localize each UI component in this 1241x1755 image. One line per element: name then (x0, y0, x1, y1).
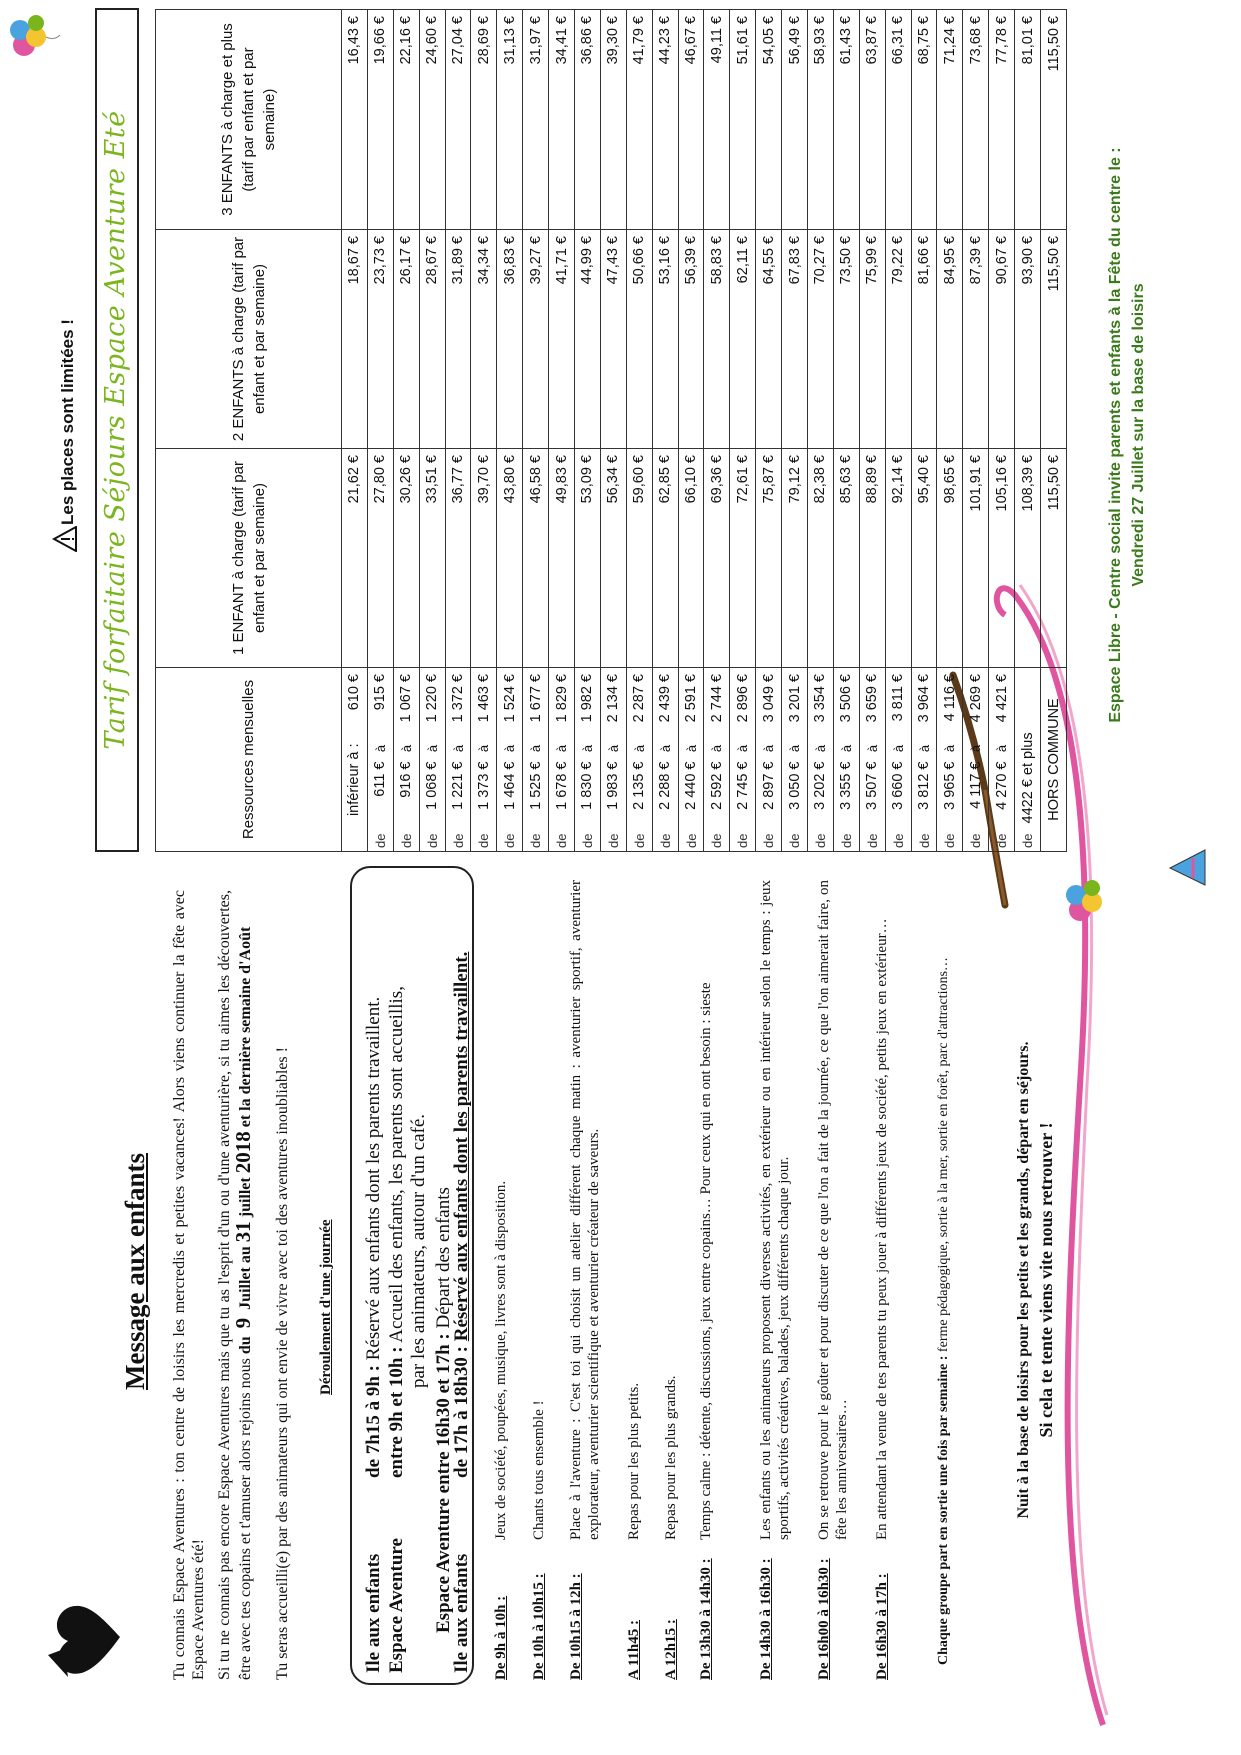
pricing-section (0, 0, 1241, 870)
table-row: de 1 068 € à 1 220 € 33,51 € 28,67 € 24,60 € (419, 10, 445, 852)
header-two-children: 2 ENFANTS à charge (tarif par enfant et par semaine) (156, 230, 342, 449)
table-row: de 4 270 € à 4 421 € 105,16 € 90,67 € 77,78 € (989, 10, 1015, 852)
day-schedule-title: Déroulement d'une journée (318, 1219, 334, 1395)
footer-invitation: Espace Libre - Centre social invite parents et enfants à la Fête du centre le : (1107, 147, 1124, 723)
table-row: de 3 202 € à 3 354 € 82,38 € 70,27 € 58,93 € (808, 10, 834, 852)
header-one-child: 1 ENFANT à charge (tarif par enfant et par semaine) (156, 449, 342, 668)
table-row: de 1 983 € à 2 134 € 56,34 € 47,43 € 39,30 € (600, 10, 626, 852)
pricing-title: Tarif forfaitaire Séjours Espace Aventure Eté (100, 110, 131, 750)
table-row: de 1 525 € à 1 677 € 46,58 € 39,27 € 31,97 € (523, 10, 549, 852)
message-section: Message aux enfants Tu connais Espace Aventures : ton centre de loisirs les mercredis et petites vacances! Alors viens continuer la fête avec Espace Aventures été! Si tu ne connais pas encore Espace Aventures mais que tu as l'esprit d'un ou d'une aventurière, si tu aimes les découvertes, être avec tes copains et t'amuser alors rejoins nous du 9 Juillet au 31 juillet 2018 et la dernière semaine d'Août Tu seras accueilli(e) par des animateurs qui ont envie de vivre avec toi des aventures inoubliables ! Déroulement d'une journée Ile aux enfants de 7h15 à 9h : Réservé aux enfants dont les parents travaillent. Espace Aventure entre 9h et 10h : Accueil des enfants, les parents sont accueillis, par les animateurs, autour d'un café. Espace Aventure entre 16h30 et 17h : Départ des enfants Ile aux enfants de 17h à 18h30 : Réservé aux enfants dont les parents travaillent. De 9h à 10h : Jeux de société, poupées, musique, livres sont à disposition. De 10h à 10h15 : Chants tous ensemble ! De 10h15 à 12h : Place à l'aventure : C'est toi qui choisit un atelier différent chaque matin : aventurier sportif, aventurier explorateur, aventurier scientifique et aventurier créateur de saveurs. A 11h45 : Repas pour les plus petits. A 12h15 : Repas pour les plus grands. De 13h30 à 14h30 : Temps calme : détente, discussions, jeux entre copains… Pour ceux qui en ont besoin : sieste De 14h30 à 16h30 : Les enfants ou les animateurs proposent diverses activités, en extérieur ou en intérieur selon le temps : jeux sportifs, activités créatives, balades, jeux différents chaque jour. De 16h00 à 16h30 : On se retrouve pour le goûter et pour discuter de ce que l'on a fait de la journée, ce que l'on aimerait faire, on fête les anniversaires… De 16h30 à 17h : En attendant la venue de tes parents tu peux jouer à différents jeux de société, petits jeux en extérieur… Chaque groupe part en sortie une fois par semaine : ferme pédagogique, sortie à la mer, sortie en forêt, parc d'attractions… Nuit à la base de loisirs pour les petits et les grands, départ en séjours. Si cela te tente viens vite nous retrouver ! (0, 875, 1241, 1725)
table-row: inférieur à : 610 € 21,62 € 18,67 € 16,43 € (342, 10, 368, 852)
intro-paragraph-2: Si tu ne connais pas encore Espace Aventures mais que tu as l'esprit d'un ou d'une aventurière, si tu aimes les découvertes, être avec tes copains et t'amuser alors rejoins nous du 9 Juillet au 31 juillet 2018 et la dernière semaine d'Août (216, 890, 255, 1680)
table-row: de 4422 € et plus 108,39 € 93,90 € 81,01 € (1015, 10, 1041, 852)
pricing-title-box (95, 8, 139, 852)
table-row: de 1 830 € à 1 982 € 53,09 € 44,99 € 36,86 € (575, 10, 601, 852)
table-row: de 2 135 € à 2 287 € 59,60 € 50,66 € 41,79 € (626, 10, 652, 852)
table-row: de 3 050 € à 3 201 € 79,12 € 67,83 € 56,49 € (782, 10, 808, 852)
places-limited-warning: Les places sont limitées ! (58, 319, 77, 525)
party-hat-icon (1165, 845, 1210, 890)
box-line-2-text: entre 9h et 10h : Accueil des enfants, les parents sont accueillis, (386, 986, 407, 1478)
closing-line-2: Si cela te tente viens vite nous retrouver ! (1036, 1122, 1056, 1438)
message-title: Message aux enfants (120, 1153, 150, 1390)
box-line-3: Espace Aventure entre 16h30 et 17h : Départ des enfants (433, 1187, 454, 1633)
closing-line-1: Nuit à la base de loisirs pour les petits et les grands, départ en séjours. (1015, 1041, 1032, 1519)
box-line-4-place: Ile aux enfants (451, 1553, 472, 1673)
box-line-2-cont: par les animateurs, autour d'un café. (408, 1113, 429, 1388)
box-line-1-place: Ile aux enfants (363, 1553, 384, 1673)
table-row: de 3 812 € à 3 964 € 95,40 € 81,66 € 68,75 € (911, 10, 937, 852)
table-row: de 1 464 € à 1 524 € 43,80 € 36,83 € 31,13 € (497, 10, 523, 852)
table-row: de 3 507 € à 3 659 € 88,89 € 75,99 € 63,87 € (859, 10, 885, 852)
table-header-row (156, 10, 342, 852)
balloons-icon (1058, 870, 1118, 930)
hours-box (350, 866, 474, 1685)
header-resources: Ressources mensuelles (156, 668, 342, 852)
outing-note: Chaque groupe part en sortie une fois par semaine : ferme pédagogique, sortie à la mer, sortie en forêt, parc d'attractions… (936, 957, 951, 1665)
table-row: de 2 592 € à 2 744 € 69,36 € 58,83 € 49,11 € (704, 10, 730, 852)
table-row: de 2 745 € à 2 896 € 72,61 € 62,11 € 51,61 € (730, 10, 756, 852)
balloons-icon (2, 5, 62, 65)
table-row: HORS COMMUNE 115,50 € 115,50 € 115,50 € (1041, 10, 1067, 852)
box-line-2-place: Espace Aventure (386, 1538, 407, 1673)
table-row: de 1 373 € à 1 463 € 39,70 € 34,34 € 28,69 € (471, 10, 497, 852)
warning-icon (52, 526, 78, 552)
intro-paragraph-3: Tu seras accueilli(e) par des animateurs qui ont envie de vivre avec toi des aventures inoubliables ! (274, 1047, 291, 1680)
table-row: de 3 965 € à 4 116 € 98,65 € 84,95 € 71,24 € (937, 10, 963, 852)
intro-paragraph-1: Tu connais Espace Aventures : ton centre de loisirs les mercredis et petites vacances! Alors viens continuer la fête avec Espace Aventures été! (171, 890, 207, 1680)
footer-date: Vendredi 27 Juillet sur la base de loisirs (1130, 283, 1147, 587)
box-line-4-text: de 17h à 18h30 : Réservé aux enfants dont les parents travaillent. (451, 951, 472, 1478)
table-row: de 2 897 € à 3 049 € 75,87 € 64,55 € 54,05 € (756, 10, 782, 852)
table-row: de 4 117 € à 4 269 € 101,91 € 87,39 € 73,68 € (963, 10, 989, 852)
table-row: de 2 440 € à 2 591 € 66,10 € 56,39 € 46,67 € (678, 10, 704, 852)
pricing-table (155, 9, 1067, 852)
header-three-children: 3 ENFANTS à charge et plus (tarif par enfant et par semaine) (156, 10, 342, 230)
table-row: de 611 € à 915 € 27,80 € 23,73 € 19,66 € (367, 10, 393, 852)
table-row: de 916 € à 1 067 € 30,26 € 26,17 € 22,16 € (393, 10, 419, 852)
table-row: de 3 355 € à 3 506 € 85,63 € 73,50 € 61,43 € (833, 10, 859, 852)
table-row: de 3 660 € à 3 811 € 92,14 € 79,22 € 66,31 € (885, 10, 911, 852)
table-row: de 2 288 € à 2 439 € 62,85 € 53,16 € 44,23 € (652, 10, 678, 852)
witch-hat-heart-icon (40, 1590, 130, 1685)
table-row: de 1 678 € à 1 829 € 49,83 € 41,71 € 34,41 € (549, 10, 575, 852)
box-line-1-text: de 7h15 à 9h : Réservé aux enfants dont les parents travaillent. (363, 996, 384, 1478)
table-row: de 1 221 € à 1 372 € 36,77 € 31,89 € 27,04 € (445, 10, 471, 852)
